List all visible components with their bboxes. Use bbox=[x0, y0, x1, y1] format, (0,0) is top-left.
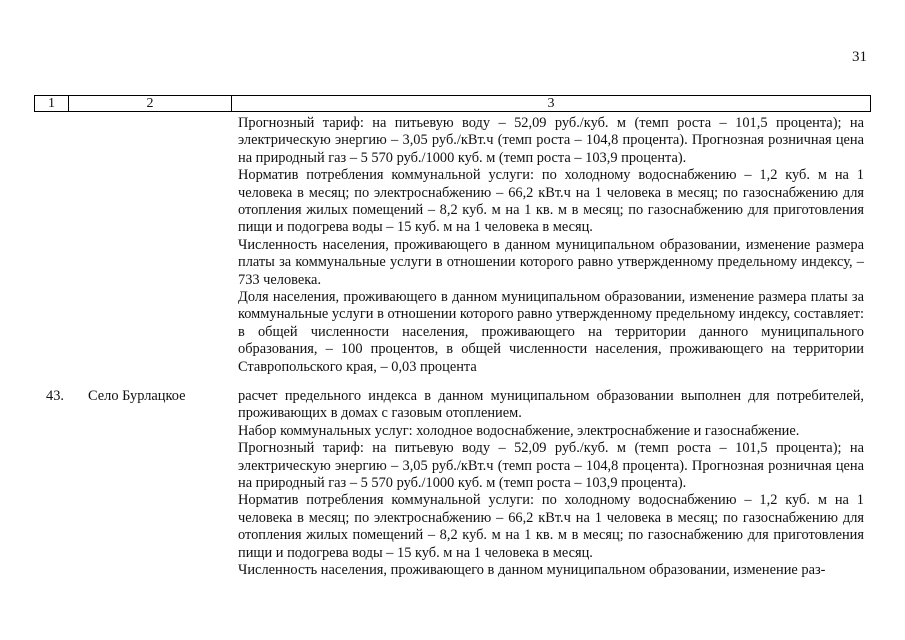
population-paragraph: Численность населения, проживающего в данном муниципальном образовании, изменение раз- bbox=[238, 562, 826, 579]
column-header-2: 2 bbox=[69, 96, 232, 112]
municipality-name: Село Бурлацкое bbox=[88, 388, 186, 404]
column-header-row bbox=[34, 95, 871, 112]
utility-set-paragraph: Набор коммунальных услуг: холодное водоснабжение, электроснабжение и газоснабжение. bbox=[238, 422, 800, 439]
population-paragraph: Численность населения, проживающего в данном муниципальном образовании, изменение размера платы за коммунальные услуги в отношении которого равно утвержденному предельному индексу, – 733 человека. bbox=[238, 236, 864, 288]
tariff-paragraph: Прогнозный тариф: на питьевую воду – 52,09 руб./куб. м (темп роста – 101,5 процента); на электрическую энергию – 3,05 руб./кВт.ч (темп роста – 104,8 процента). Прогнозная розничная цена на природный газ – 5 570 руб./1000 куб. м (темп роста – 103,9 процента). bbox=[238, 440, 864, 492]
column-header-3: 3 bbox=[232, 96, 871, 112]
index-calculation-paragraph: расчет предельного индекса в данном муниципальном образовании выполнен для потребителей, проживающих в домах с газовым отоплением. bbox=[238, 388, 864, 422]
row-number: 43. bbox=[46, 388, 64, 404]
population-share-paragraph: Доля населения, проживающего в данном муниципальном образовании, изменение размера платы за коммунальные услуги в отношении которого равно утвержденному предельному индексу, составляет: в общей численности населения, проживающего на территории данного муниципального образования, – 100 процентов, в общей численности населения, проживающего на территории Ставропольского края, – 0,03 процента bbox=[238, 289, 864, 375]
column-header-1: 1 bbox=[35, 96, 69, 112]
page-number: 31 bbox=[852, 49, 867, 65]
continued-cell-text bbox=[238, 115, 864, 376]
row-43-description bbox=[238, 388, 864, 579]
consumption-norm-paragraph: Норматив потребления коммунальной услуги: по холодному водоснабжению – 1,2 куб. м на 1 человека в месяц; по электроснабжению – 66,2 кВт.ч на 1 человека в месяц; по газоснабжению для отопления жилых помещений – 8,2 куб. м на 1 кв. м в месяц; по газоснабжению для приготовления пищи и подогрева воды – 15 куб. м на 1 человека в месяц. bbox=[238, 492, 864, 561]
tariff-paragraph: Прогнозный тариф: на питьевую воду – 52,09 руб./куб. м (темп роста – 101,5 процента); на электрическую энергию – 3,05 руб./кВт.ч (темп роста – 104,8 процента). Прогнозная розничная цена на природный газ – 5 570 руб./1000 куб. м (темп роста – 103,9 процента). bbox=[238, 115, 864, 166]
consumption-norm-paragraph: Норматив потребления коммунальной услуги: по холодному водоснабжению – 1,2 куб. м на 1 человека в месяц; по электроснабжению – 66,2 кВт.ч на 1 человека в месяц; по газоснабжению для отопления жилых помещений – 8,2 куб. м на 1 кв. м в месяц; по газоснабжению для приготовления пищи и подогрева воды – 15 куб. м на 1 человека в месяц. bbox=[238, 167, 864, 236]
